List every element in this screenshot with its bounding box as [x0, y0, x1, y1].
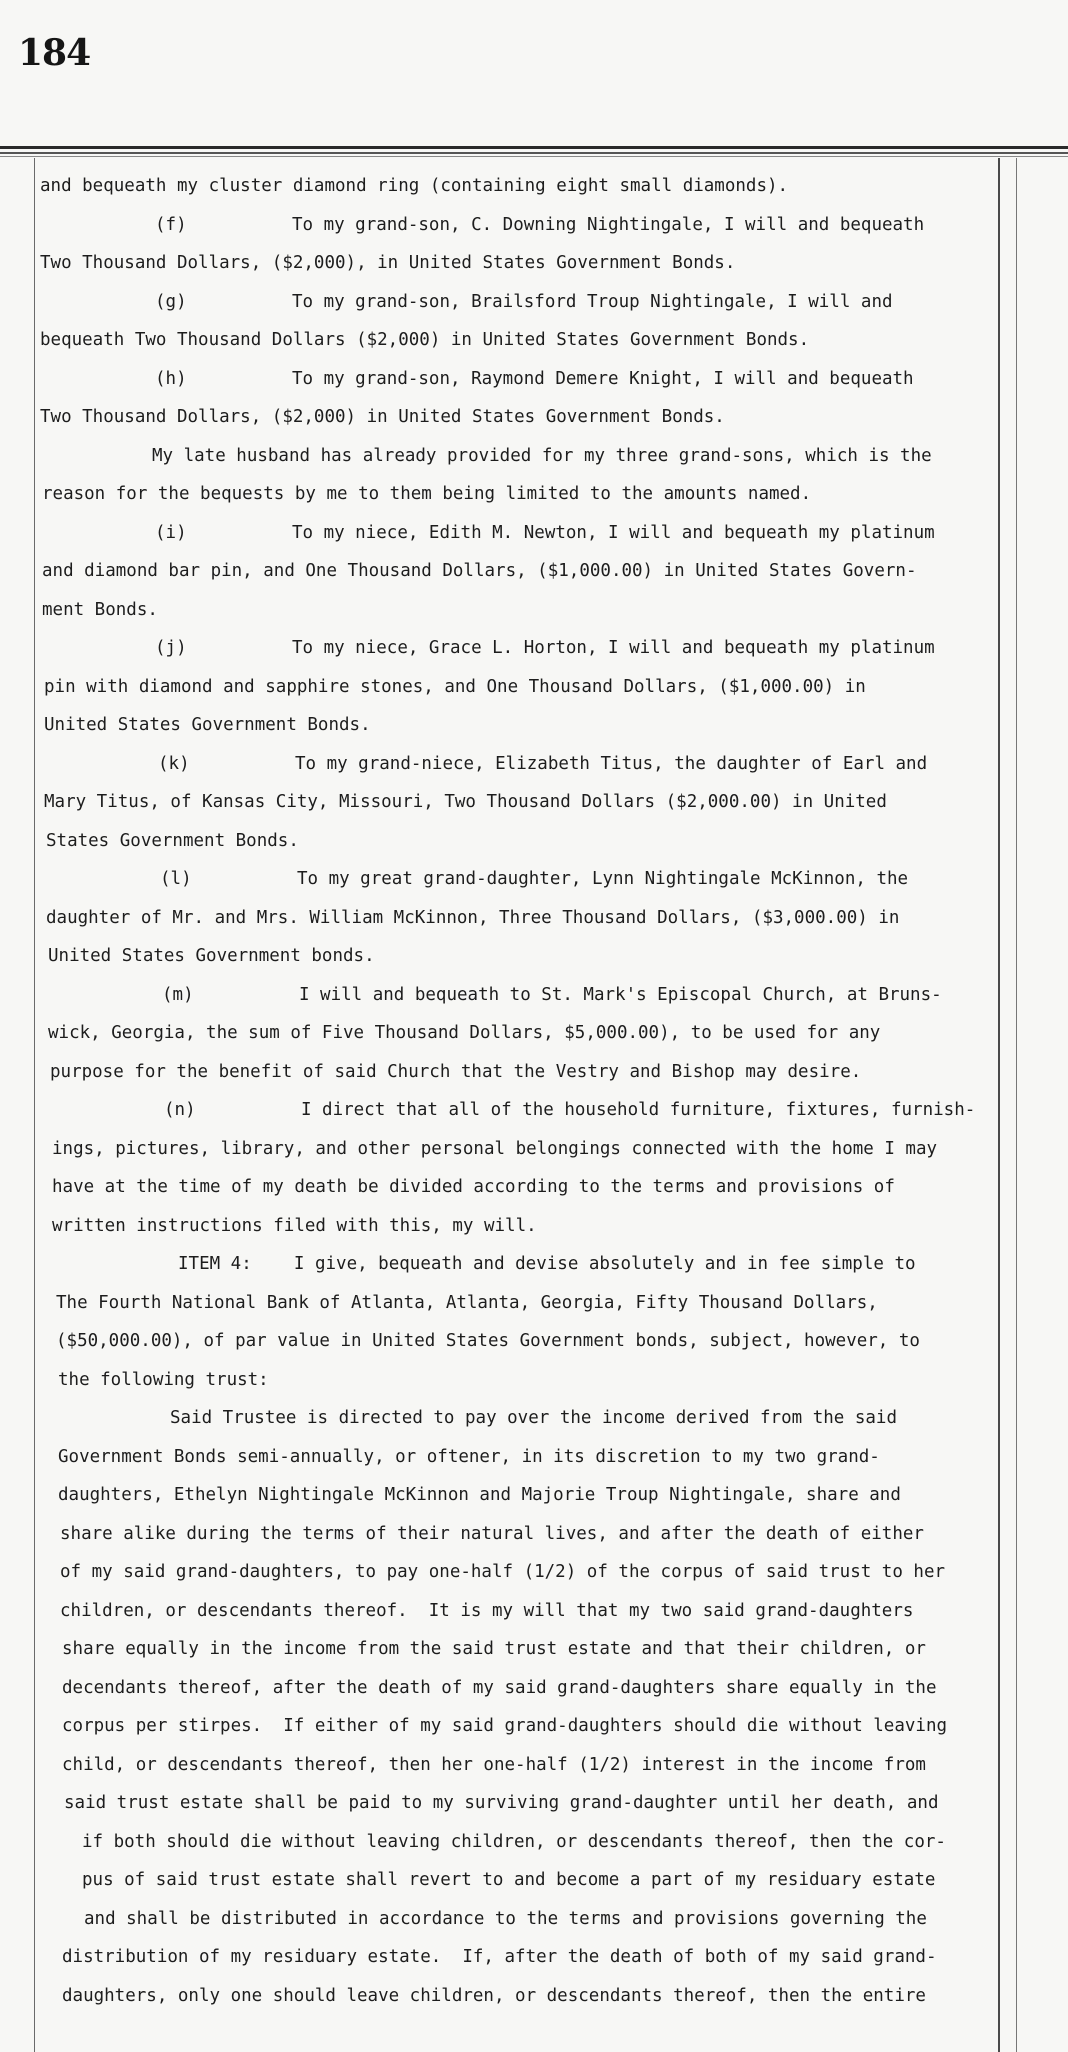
text-line: purpose for the benefit of said Church that the Vestry and Bishop may desire. [50, 1062, 862, 1082]
text-line: My late husband has already provided for my three grand-sons, which is the [152, 446, 932, 466]
text-line: (m) I will and bequeath to St. Mark's Episcopal Church, at Bruns- [162, 985, 942, 1005]
right-outer-rule [1016, 158, 1017, 2052]
text-line: have at the time of my death be divided according to the terms and provisions of [52, 1177, 895, 1197]
text-line: share alike during the terms of their natural lives, and after the death of either [60, 1524, 924, 1544]
text-line: (g) To my grand-son, Brailsford Troup Nightingale, I will and [155, 292, 893, 312]
text-line: child, or descendants thereof, then her one-half (1/2) interest in the income from [62, 1755, 926, 1775]
text-line: written instructions filed with this, my will. [52, 1216, 537, 1236]
text-line: States Government Bonds. [46, 831, 299, 851]
text-line: corpus per stirpes. If either of my said grand-daughters should die without leaving [62, 1716, 948, 1736]
text-line: daughters, only one should leave children, or descendants thereof, then the entire [62, 1986, 926, 2006]
text-line: if both should die without leaving children, or descendants thereof, then the cor- [82, 1832, 946, 1852]
text-line: ment Bonds. [42, 600, 158, 620]
text-line: wick, Georgia, the sum of Five Thousand Dollars, $5,000.00), to be used for any [48, 1023, 881, 1043]
text-line: Two Thousand Dollars, ($2,000) in United States Government Bonds. [40, 407, 725, 427]
text-line: (h) To my grand-son, Raymond Demere Knight, I will and bequeath [155, 369, 914, 389]
right-margin-rule [998, 158, 1000, 2052]
text-line: The Fourth National Bank of Atlanta, Atlanta, Georgia, Fifty Thousand Dollars, [56, 1293, 878, 1313]
top-rule [0, 146, 1068, 149]
text-line: and shall be distributed in accordance to the terms and provisions governing the [84, 1909, 927, 1929]
text-line: decendants thereof, after the death of my said grand-daughters share equally in the [62, 1678, 937, 1698]
text-line: Government Bonds semi-annually, or oftener, in its discretion to my two grand- [58, 1447, 880, 1467]
text-line: the following trust: [58, 1370, 269, 1390]
text-line: pin with diamond and sapphire stones, and One Thousand Dollars, ($1,000.00) in [44, 677, 866, 697]
page-number: 184 [18, 32, 91, 74]
text-line: said trust estate shall be paid to my surviving grand-daughter until her death, and [64, 1793, 939, 1813]
text-line: (l) To my great grand-daughter, Lynn Nightingale McKinnon, the [160, 869, 909, 889]
text-line: ings, pictures, library, and other personal belongings connected with the home I may [52, 1139, 938, 1159]
text-line: ITEM 4: I give, bequeath and devise absolutely and in fee simple to [178, 1254, 916, 1274]
text-line: of my said grand-daughters, to pay one-half (1/2) of the corpus of said trust to her [60, 1562, 946, 1582]
text-line: Mary Titus, of Kansas City, Missouri, Two Thousand Dollars ($2,000.00) in United [44, 792, 887, 812]
text-line: distribution of my residuary estate. If, after the death of both of my said grand- [62, 1947, 937, 1967]
text-line: pus of said trust estate shall revert to and become a part of my residuary estate [82, 1870, 936, 1890]
text-line: Two Thousand Dollars, ($2,000), in United States Government Bonds. [40, 253, 736, 273]
text-line: ($50,000.00), of par value in United States Government bonds, subject, however, to [56, 1331, 920, 1351]
text-line: daughters, Ethelyn Nightingale McKinnon and Majorie Troup Nightingale, share and [58, 1485, 901, 1505]
text-line: United States Government bonds. [48, 946, 375, 966]
text-line: (i) To my niece, Edith M. Newton, I will and bequeath my platinum [155, 523, 935, 543]
text-line: reason for the bequests by me to them being limited to the amounts named. [42, 484, 812, 504]
text-line: United States Government Bonds. [44, 715, 371, 735]
left-margin-rule [34, 158, 35, 2052]
text-line: and diamond bar pin, and One Thousand Dollars, ($1,000.00) in United States Govern- [42, 561, 917, 581]
text-line: and bequeath my cluster diamond ring (containing eight small diamonds). [40, 176, 789, 196]
text-line: daughter of Mr. and Mrs. William McKinnon, Three Thousand Dollars, ($3,000.00) in [46, 908, 900, 928]
text-line: children, or descendants thereof. It is my will that my two said grand-daughters [60, 1601, 914, 1621]
text-line: Said Trustee is directed to pay over the income derived from the said [170, 1408, 897, 1428]
text-line: (f) To my grand-son, C. Downing Nightingale, I will and bequeath [155, 215, 925, 235]
text-line: share equally in the income from the said trust estate and that their children, or [62, 1639, 926, 1659]
text-line: (n) I direct that all of the household furniture, fixtures, furnish- [164, 1100, 976, 1120]
top-rule-inner [0, 152, 1068, 154]
top-rule-thin [0, 156, 1068, 157]
text-line: (k) To my grand-niece, Elizabeth Titus, the daughter of Earl and [158, 754, 928, 774]
text-line: bequeath Two Thousand Dollars ($2,000) in United States Government Bonds. [40, 330, 810, 350]
text-line: (j) To my niece, Grace L. Horton, I will and bequeath my platinum [155, 638, 935, 658]
